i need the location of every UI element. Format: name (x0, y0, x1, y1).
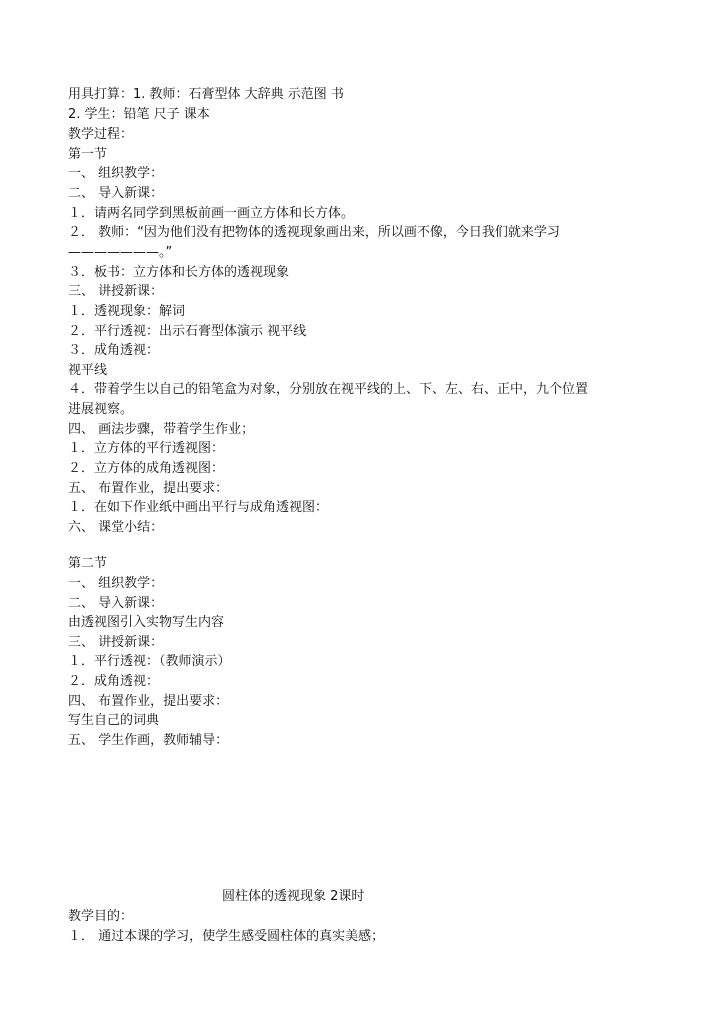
text-line: 二、 导入新课： (68, 186, 164, 201)
text-line: １．平行透视：（教师演示） (68, 654, 231, 669)
text-line: 六、 课堂小结： (68, 520, 164, 535)
text-line: 进展视察。 (68, 402, 134, 417)
lesson-title: 圆柱体的透视现象 2课时 (222, 889, 365, 904)
text-line: ３．成角透视： (68, 343, 160, 358)
text-line: 教学目的： (68, 909, 134, 924)
section-heading: 第一节 (68, 147, 108, 162)
text-line: ２．成角透视： (68, 674, 160, 689)
text-line: 2. 学生：铅笔 尺子 课本 (68, 107, 210, 122)
text-line: 教学过程： (68, 127, 134, 142)
text-line: 由透视图引入实物写生内容 (68, 615, 225, 630)
text-line: 五、 学生作画，教师辅导： (68, 733, 229, 748)
text-line: 视平线 (68, 363, 108, 378)
text-line: 一、 组织教学： (68, 166, 164, 181)
text-line: ２．立方体的成角透视图： (68, 461, 225, 476)
text-line: 三、 讲授新课： (68, 635, 164, 650)
text-line: 二、 导入新课： (68, 596, 164, 611)
text-line: ２．平行透视：出示石膏型体演示 视平线 (68, 324, 307, 339)
text-line: 三、 讲授新课： (68, 284, 164, 299)
text-line: １．在如下作业纸中画出平行与成角透视图： (68, 500, 329, 515)
text-line: ———————。” (68, 245, 173, 260)
text-line: ４．带着学生以自己的铅笔盒为对象，分别放在视平线的上、下、左、右、正中，九个位置 (68, 382, 589, 397)
text-line: 五、 布置作业，提出要求： (68, 481, 229, 496)
text-line: 一、 组织教学： (68, 576, 164, 591)
text-line: １． 通过本课的学习，使学生感受圆柱体的真实美感； (68, 929, 385, 944)
text-line: １．透视现象：解词 (68, 304, 186, 319)
text-line: １．立方体的平行透视图： (68, 441, 225, 456)
text-line: 四、 布置作业，提出要求： (68, 694, 229, 709)
text-line: １．请两名同学到黑板前画一画立方体和长方体。 (68, 206, 355, 221)
text-line: 四、 画法步骤，带着学生作业； (68, 422, 255, 437)
text-line: 写生自己的词典 (68, 713, 160, 728)
text-line: ２． 教师：“因为他们没有把物体的透视现象画出来，所以画不像，今日我们就来学习 (68, 225, 560, 240)
section-heading: 第二节 (68, 556, 108, 571)
text-line: 用具打算：1. 教师：石膏型体 大辞典 示范图 书 (68, 87, 344, 102)
text-line: ３．板书：立方体和长方体的透视现象 (68, 265, 290, 280)
